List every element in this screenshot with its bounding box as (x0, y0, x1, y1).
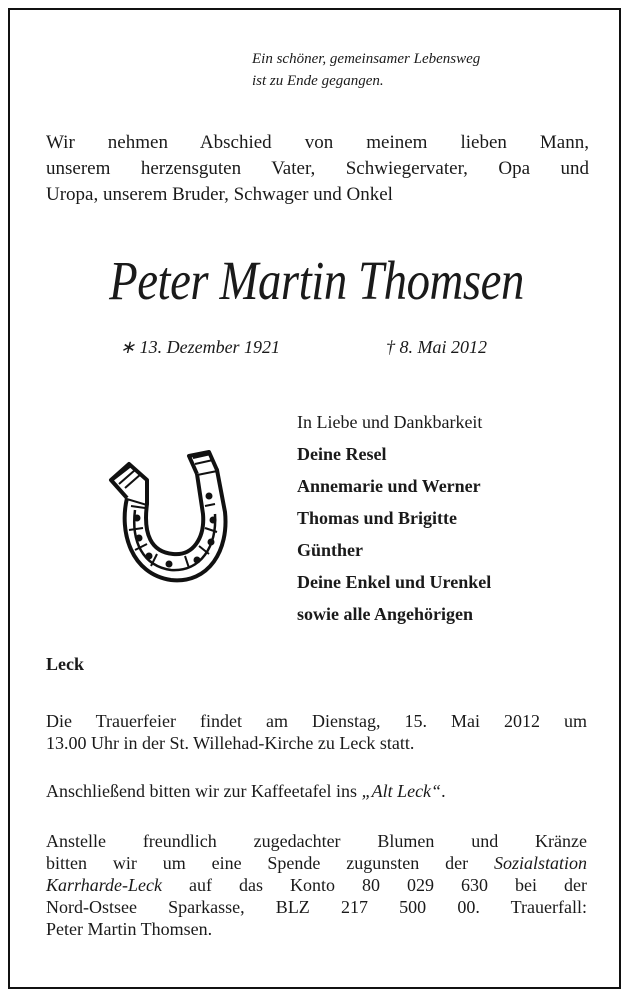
deceased-name: Peter Martin Thomsen (109, 250, 524, 311)
donation-line-5: Peter Martin Thomsen. (46, 919, 213, 939)
death-date: † 8. Mai 2012 (386, 337, 487, 357)
mourner-item: Deine Resel (297, 444, 387, 464)
coffee-line (46, 780, 587, 802)
donation-line-4: Nord-Ostsee Sparkasse, BLZ 217 500 00. Trauerfall: (46, 897, 587, 917)
motto-line-1: Ein schöner, gemeinsamer Lebensweg (252, 51, 481, 67)
donation-line-3 (46, 874, 587, 896)
funeral-line-1: Die Trauerfeier findet am Dienstag, 15. Mai 2012 um (46, 711, 587, 731)
donation-beneficiary-place: Karrharde-Leck (46, 875, 162, 895)
donation-line-3-text: auf das Konto 80 029 630 bei der (162, 875, 587, 895)
donation-info (46, 830, 587, 940)
donation-line-2 (46, 852, 587, 874)
donation-beneficiary: Sozialstation (493, 853, 587, 873)
motto (252, 48, 612, 92)
horseshoe-icon (105, 450, 235, 590)
motto-line-2: ist zu Ende gegangen. (252, 73, 384, 89)
coffee-text: Anschließend bitten wir zur Kaffeetafel ins (46, 781, 362, 801)
place-name: Leck (46, 654, 84, 674)
intro-line-3: Uropa, unserem Bruder, Schwager und Onkel (46, 184, 393, 205)
coffee-info (46, 780, 587, 802)
mourner-item: sowie alle Angehörigen (297, 604, 473, 624)
coffee-venue: „Alt Leck“ (361, 781, 442, 801)
mourners-list (297, 406, 597, 630)
mourner-item: Annemarie und Werner (297, 476, 481, 496)
funeral-info (46, 710, 587, 754)
donation-line-2-text: bitten wir um eine Spende zugunsten der (46, 853, 494, 873)
mourners-lead: In Liebe und Dankbarkeit (297, 412, 483, 432)
intro-line-1: Wir nehmen Abschied von meinem lieben Mann, (46, 132, 589, 153)
mourner-item: Thomas und Brigitte (297, 508, 458, 528)
intro-line-2: unserem herzensguten Vater, Schwiegervater, Opa und (46, 158, 589, 179)
intro-text (46, 130, 589, 208)
funeral-line-2: 13.00 Uhr in der St. Willehad-Kirche zu Leck statt. (46, 733, 415, 753)
mourner-item: Deine Enkel und Urenkel (297, 572, 492, 592)
mourner-item: Günther (297, 540, 364, 560)
birth-date: ∗ 13. Dezember 1921 (120, 337, 281, 357)
coffee-end: . (441, 781, 446, 801)
donation-line-1: Anstelle freundlich zugedachter Blumen und Kränze (46, 831, 587, 851)
